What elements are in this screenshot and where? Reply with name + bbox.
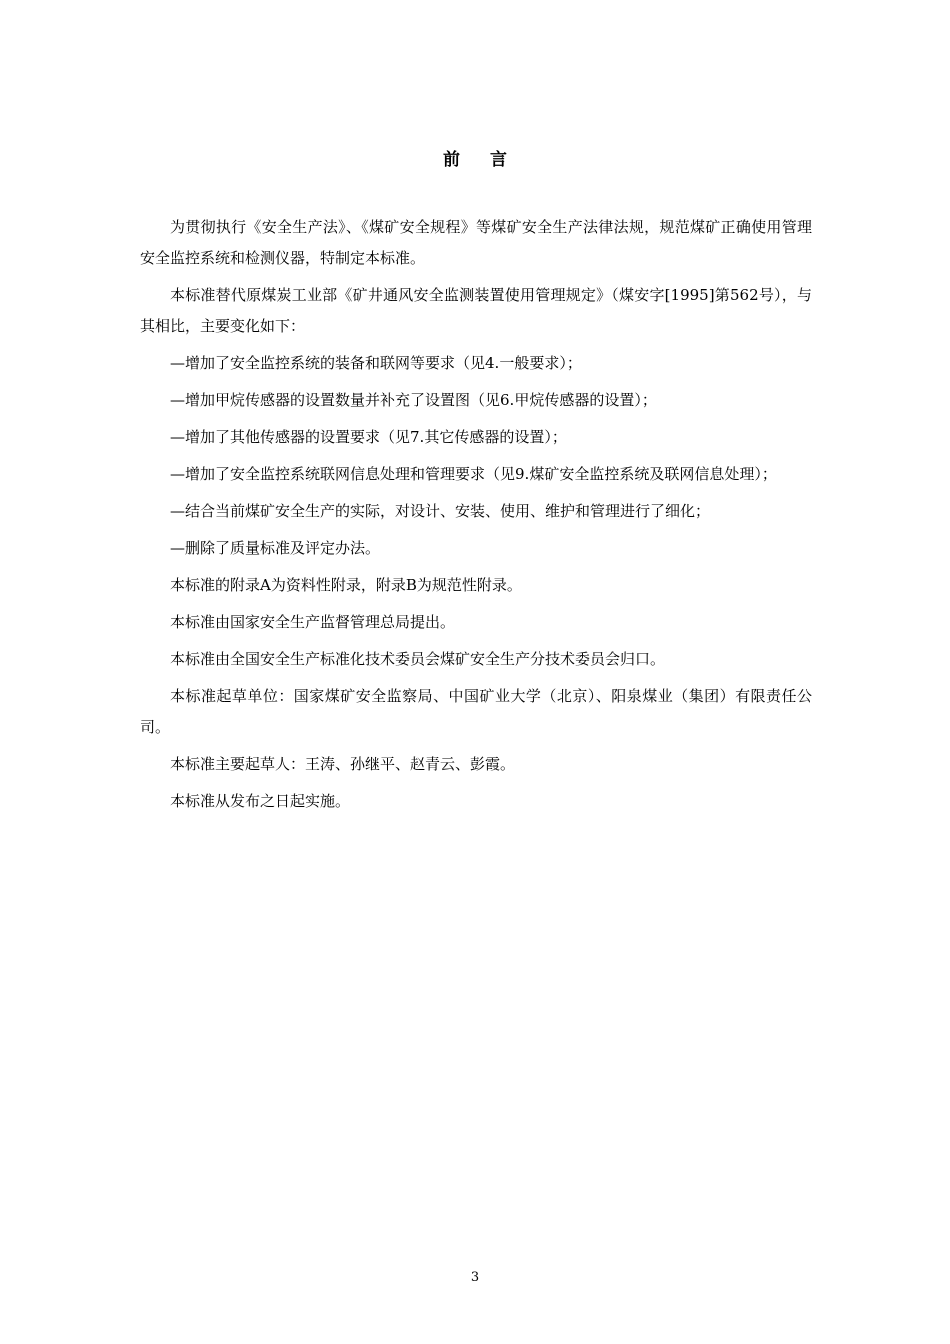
change-item: —删除了质量标准及评定办法。 [170,539,381,557]
paragraph-purpose: 为贯彻执行《安全生产法》、《煤矿安全规程》等煤矿安全生产法律法规，规范煤矿正确使用管理安全监控系统和检测仪器，特制定本标准。 [140,218,812,267]
paragraph-effective: 本标准从发布之日起实施。 [170,792,351,810]
change-item: —增加了安全监控系统联网信息处理和管理要求（见9.煤矿安全监控系统及联网信息处理）； [170,465,777,483]
paragraph-proposer: 本标准由国家安全生产监督管理总局提出。 [170,613,456,631]
change-item: —增加了其他传感器的设置要求（见7.其它传感器的设置）； [170,428,567,446]
page-number: 3 [470,1270,480,1285]
paragraph-replacement: 本标准替代原煤炭工业部《矿井通风安全监测装置使用管理规定》（煤安字[1995]第562号），与其相比，主要变化如下： [140,286,812,335]
preface-body [140,212,812,823]
paragraph-committee: 本标准由全国安全生产标准化技术委员会煤矿安全生产分技术委员会归口。 [170,650,666,668]
change-item: —增加甲烷传感器的设置数量并补充了设置图（见6.甲烷传感器的设置）； [170,391,657,409]
change-item: —增加了安全监控系统的装备和联网等要求（见4.一般要求）； [170,354,582,372]
paragraph-drafting-units: 本标准起草单位：国家煤矿安全监察局、中国矿业大学（北京）、阳泉煤业（集团）有限责任公司。 [140,687,812,736]
paragraph-drafters: 本标准主要起草人：王涛、孙继平、赵青云、彭霞。 [170,755,516,773]
paragraph-appendix: 本标准的附录A为资料性附录，附录B为规范性附录。 [170,576,522,594]
page-title: 前言 [443,150,537,170]
change-item: —结合当前煤矿安全生产的实际，对设计、安装、使用、维护和管理进行了细化； [170,502,711,520]
